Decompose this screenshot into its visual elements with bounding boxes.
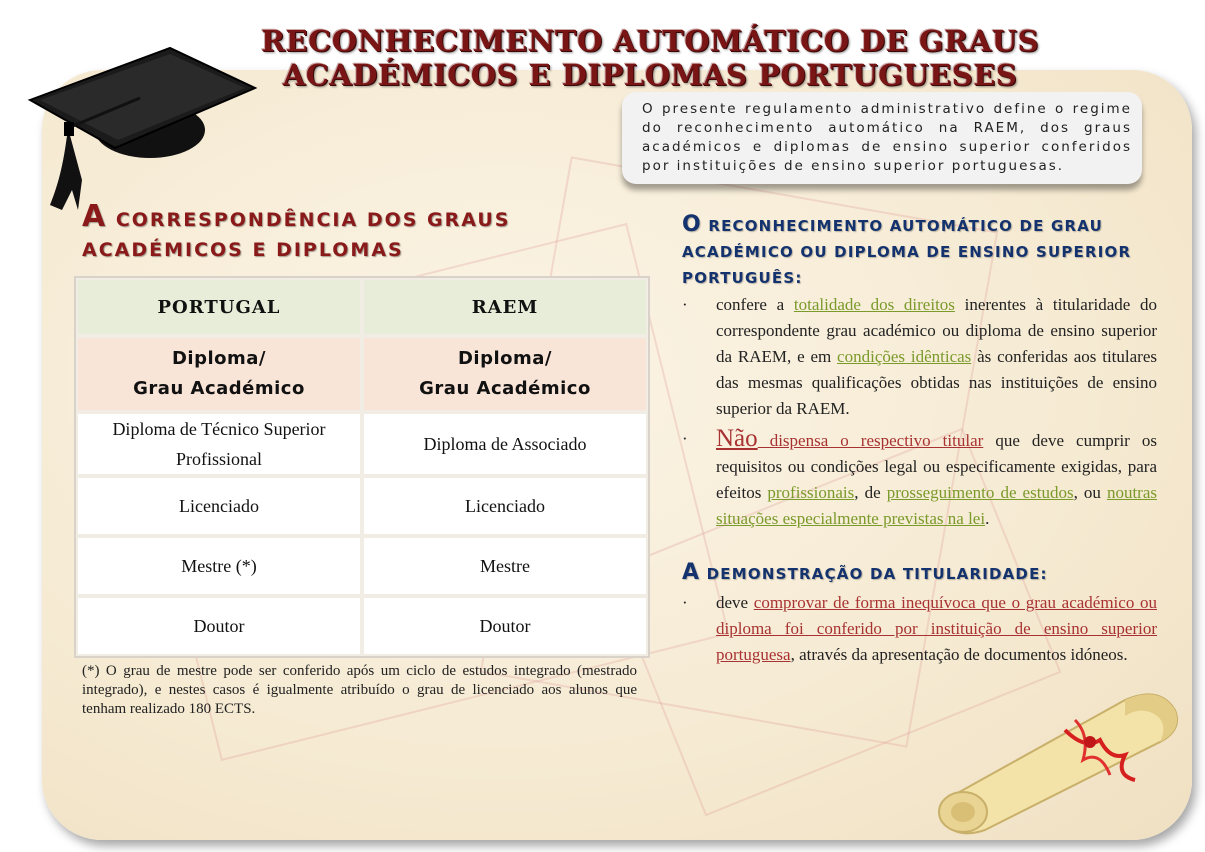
subheader-raem-line1: Diploma/	[457, 348, 552, 369]
cell-raem: Diploma de Associado	[362, 412, 648, 476]
header-portugal: PORTUGAL	[76, 278, 362, 336]
list-item	[682, 426, 1157, 532]
recognition-b2-text4: .	[985, 509, 990, 528]
demonstration-b1-text2: , através da apresentação de documentos idóneos.	[790, 645, 1128, 664]
recognition-list	[682, 292, 1157, 532]
correspondence-heading-initial: A	[82, 199, 108, 234]
subheader-portugal-line1: Diploma/	[171, 348, 266, 369]
graduation-cap-icon	[20, 40, 260, 220]
demonstration-heading-initial: A	[682, 560, 701, 585]
table-subheader-row	[76, 336, 648, 412]
demonstration-heading-text: DEMONSTRAÇÃO DA TITULARIDADE:	[700, 565, 1048, 583]
list-item	[682, 292, 1157, 422]
cell-portugal: Doutor	[76, 596, 362, 656]
subheader-raem	[362, 336, 648, 412]
subheader-raem-line2: Grau Académico	[419, 378, 591, 399]
recognition-b1-text3: às conferidas aos titulares das mesmas qualificações obtidas nas instituições de ensino superior da RAEM.	[716, 347, 1157, 418]
cell-raem: Licenciado	[362, 476, 648, 536]
highlight-comprovar: comprovar de forma inequívoca que o grau académico ou diploma foi conferido por instituição de ensino superior portuguesa	[716, 593, 1158, 664]
table-row	[76, 412, 648, 476]
subheader-portugal	[76, 336, 362, 412]
table-footnote: (*) O grau de mestre pode ser conferido após um ciclo de estudos integrado (mestrado integrado), e nestes casos é igualmente atribuído o grau de licenciado aos alunos que tenham realizado 180 ECTS.	[82, 663, 637, 717]
demonstration-heading	[682, 560, 1162, 587]
table-row	[76, 476, 648, 536]
intro-box	[622, 92, 1142, 184]
bullet-dot-icon: ·	[682, 295, 688, 314]
highlight-condicoes-identicas: condições idênticas	[837, 347, 972, 366]
recognition-heading-text: RECONHECIMENTO AUTOMÁTICO DE GRAU ACADÉMICO OU DIPLOMA DE ENSINO SUPERIOR PORTUGUÊS:	[682, 217, 1132, 287]
table-header-row	[76, 278, 648, 336]
highlight-totalidade-dos-direitos: totalidade dos direitos	[793, 295, 955, 314]
page-title-line1: RECONHECIMENTO AUTOMÁTICO DE GRAUS	[260, 24, 1040, 58]
highlight-situacoes-previstas: noutras situações especialmente previstas na lei	[716, 483, 1157, 528]
header-raem: RAEM	[362, 278, 648, 336]
bullet-dot-icon: ·	[682, 429, 688, 448]
table-row	[76, 596, 648, 656]
highlight-dispensa-titular: dispensa o respectivo titular	[757, 431, 984, 450]
demonstration-list	[682, 590, 1157, 668]
cell-portugal: Licenciado	[76, 476, 362, 536]
correspondence-heading	[82, 199, 602, 265]
recognition-b1-text1: confere a	[716, 295, 794, 314]
correspondence-heading-line2: ACADÉMICOS E DIPLOMAS	[82, 239, 404, 261]
highlight-profissionais: profissionais	[767, 483, 855, 502]
demonstration-b1-text1: deve	[716, 593, 754, 612]
recognition-b2-text1: que deve cumprir os requisitos ou condições legal ou especificamente exigidas, para efeitos	[716, 431, 1157, 502]
recognition-b2-text3: , ou	[1073, 483, 1107, 502]
page-title	[240, 24, 1060, 92]
cell-portugal: Mestre (*)	[76, 536, 362, 596]
highlight-nao: Não	[716, 425, 758, 452]
subheader-portugal-line2: Grau Académico	[133, 378, 305, 399]
cell-portugal: Diploma de Técnico Superior Profissional	[76, 412, 362, 476]
recognition-b2-text2: , de	[854, 483, 887, 502]
list-item	[682, 590, 1157, 668]
cell-raem: Doutor	[362, 596, 648, 656]
highlight-prosseguimento-estudos: prosseguimento de estudos	[886, 483, 1074, 502]
correspondence-table	[74, 276, 650, 658]
cell-raem: Mestre	[362, 536, 648, 596]
table-row	[76, 536, 648, 596]
recognition-b1-text2: inerentes à titularidade do correspondente grau académico ou diploma de ensino superior da RAEM, e em	[716, 295, 1157, 366]
bullet-dot-icon: ·	[682, 593, 688, 612]
page-title-line2: ACADÉMICOS E DIPLOMAS PORTUGUESES	[282, 58, 1018, 92]
correspondence-heading-line1: CORRESPONDÊNCIA DOS GRAUS	[107, 209, 511, 231]
recognition-heading-initial: O	[682, 212, 702, 237]
diploma-scroll-icon	[925, 680, 1195, 840]
recognition-heading	[682, 212, 1162, 291]
intro-text: O presente regulamento administrativo define o regime do reconhecimento automático na RAEM, dos graus académicos e diplomas de ensino superior conferidos por instituições de ensino superior portuguesas.	[642, 101, 1132, 174]
